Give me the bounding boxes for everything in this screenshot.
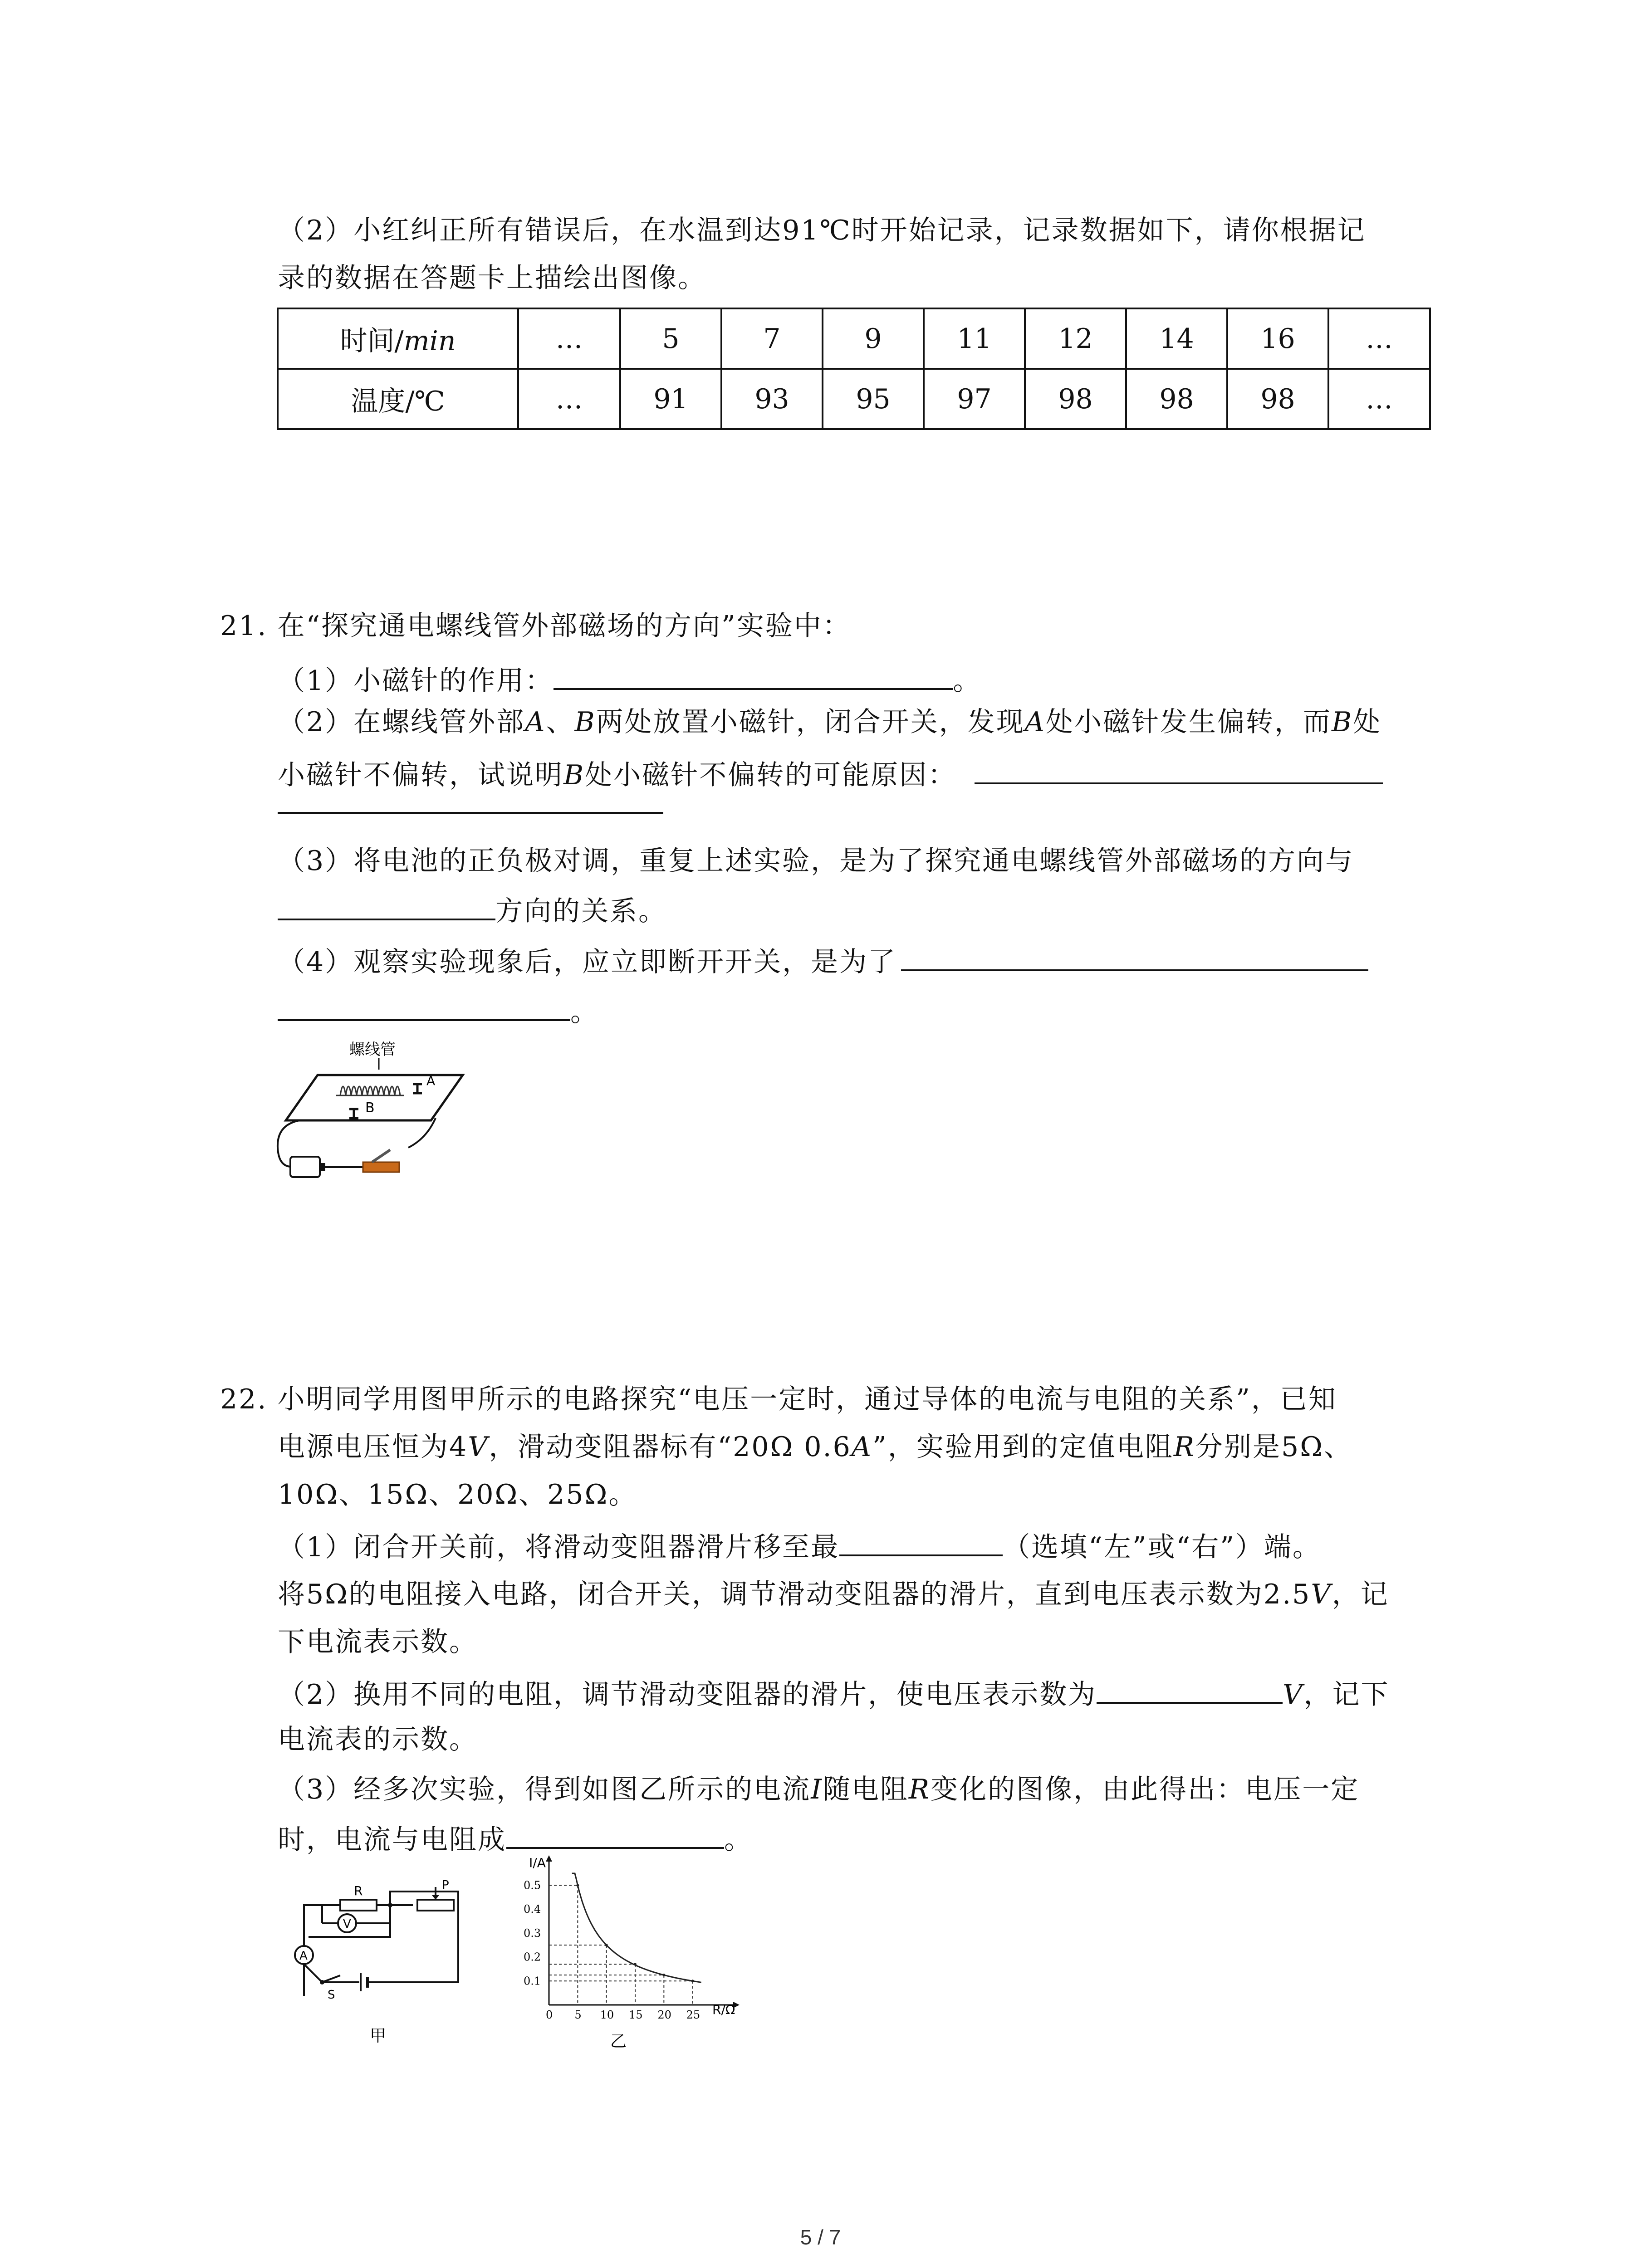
answer-blank[interactable] xyxy=(554,660,953,690)
time-header-cell: 时间/min xyxy=(278,308,518,369)
y-tick-label: 0.3 xyxy=(524,1926,541,1940)
svg-text:S: S xyxy=(328,1988,335,2002)
page-number: 5 / 7 xyxy=(800,2225,841,2249)
answer-blank[interactable] xyxy=(506,1819,724,1849)
switch-icon xyxy=(363,1150,399,1172)
table-cell: … xyxy=(518,308,620,369)
table-cell: 5 xyxy=(620,308,721,369)
answer-blank[interactable] xyxy=(278,812,663,814)
x-tick-label: 0 xyxy=(546,2009,553,2021)
table-cell: 95 xyxy=(823,369,924,429)
q22-stem-line1: 22. 小明同学用图甲所示的电路探究“电压一定时，通过导体的电流与电阻的关系”，已知 xyxy=(220,1383,1337,1415)
answer-blank[interactable] xyxy=(1097,1674,1283,1704)
q22-stem-line3: 10Ω、15Ω、20Ω、25Ω。 xyxy=(278,1479,637,1510)
svg-text:R: R xyxy=(354,1883,363,1898)
y-tick-label: 0.2 xyxy=(524,1950,541,1964)
compass-needle-a-icon xyxy=(413,1073,435,1093)
table-cell: 7 xyxy=(721,308,823,369)
q21-part4-line1: （4）观察实验现象后，应立即断开开关，是为了 xyxy=(278,941,1368,980)
data-point xyxy=(605,1944,608,1946)
svg-text:V: V xyxy=(343,1917,351,1931)
q22-part1-line2: 将5Ω的电阻接入电路，闭合开关，调节滑动变阻器的滑片，直到电压表示数为2.5V，记 xyxy=(278,1579,1389,1610)
q22-part2-line2: 电流表的示数。 xyxy=(278,1724,478,1755)
q22-part1-line3: 下电流表示数。 xyxy=(278,1626,478,1658)
q22-part2-line1: （2）换用不同的电阻，调节滑动变阻器的滑片，使电压表示数为 V，记下 xyxy=(278,1674,1390,1713)
rheostat-icon xyxy=(417,1900,454,1911)
data-point xyxy=(634,1963,637,1965)
record-table xyxy=(277,308,1431,430)
temp-header-cell: 温度/℃ xyxy=(278,369,518,429)
y-tick-label: 0.5 xyxy=(524,1879,541,1892)
circuit-diagram xyxy=(272,1860,476,2050)
answer-blank[interactable] xyxy=(839,1526,1003,1556)
x-axis-label: R/Ω xyxy=(712,2002,735,2017)
table-cell: 98 xyxy=(1126,369,1227,429)
table-cell: 97 xyxy=(924,369,1025,429)
graph-caption: 乙 xyxy=(610,2032,627,2051)
table-row-time xyxy=(278,308,1430,369)
solenoid-figure xyxy=(272,1034,472,1179)
x-tick-label: 25 xyxy=(686,2009,700,2021)
battery-icon xyxy=(290,1157,363,1177)
q21-part1: （1）小磁针的作用： 。 xyxy=(278,660,981,699)
y-tick-label: 0.1 xyxy=(524,1975,541,1988)
svg-text:P: P xyxy=(442,1878,449,1892)
data-point xyxy=(576,1884,579,1887)
series-curve xyxy=(572,1873,701,1982)
q22-part1-line1: （1）闭合开关前，将滑动变阻器滑片移至最 （选填“左”或“右”）端。 xyxy=(278,1526,1321,1565)
current-resistance-graph xyxy=(513,1851,749,2055)
table-cell: 98 xyxy=(1025,369,1126,429)
coil-icon xyxy=(336,1086,404,1095)
compass-needle-b-icon xyxy=(349,1100,375,1118)
table-cell: 16 xyxy=(1227,308,1328,369)
x-tick-label: 15 xyxy=(629,2009,643,2021)
table-cell: … xyxy=(1328,308,1430,369)
ammeter-icon xyxy=(295,1946,313,1964)
x-tick-label: 20 xyxy=(657,2009,671,2021)
table-cell: 14 xyxy=(1126,308,1227,369)
x-tick-label: 10 xyxy=(600,2009,614,2021)
q21-part3-line2: 方向的关系。 xyxy=(278,890,667,929)
q21-part2-line2: 小磁针不偏转，试说明B处小磁针不偏转的可能原因： xyxy=(278,754,1383,793)
solenoid-label: 螺线管 xyxy=(349,1041,396,1059)
switch-icon xyxy=(320,1975,340,2002)
q22-stem-line2: 电源电压恒为4V，滑动变阻器标有“20Ω 0.6A”，实验用到的定值电阻R分别是5Ω、 xyxy=(278,1431,1352,1463)
table-row-temp xyxy=(278,369,1430,429)
q20-part2-line1: （2）小红纠正所有错误后，在水温到达91℃时开始记录，记录数据如下，请你根据记 xyxy=(278,215,1366,246)
data-point xyxy=(662,1974,665,1976)
q21-part4-line2: 。 xyxy=(278,991,599,1030)
answer-blank[interactable] xyxy=(278,991,570,1021)
battery-icon xyxy=(340,1973,377,1991)
q20-part2-line2: 录的数据在答题卡上描绘出图像。 xyxy=(278,262,706,294)
q21-stem: 21. 在“探究通电螺线管外部磁场的方向”实验中： xyxy=(220,610,851,642)
q22-part3-line2: 时，电流与电阻成 。 xyxy=(278,1819,753,1858)
y-axis-arrow-icon xyxy=(546,1855,552,1862)
svg-text:B: B xyxy=(365,1100,375,1116)
table-cell: 91 xyxy=(620,369,721,429)
resistor-icon xyxy=(340,1900,377,1911)
q21-part3-line1: （3）将电池的正负极对调，重复上述实验，是为了探究通电螺线管外部磁场的方向与 xyxy=(278,845,1354,877)
table-cell: … xyxy=(1328,369,1430,429)
answer-blank[interactable] xyxy=(901,941,1368,971)
answer-blank[interactable] xyxy=(278,890,495,920)
table-cell: 93 xyxy=(721,369,823,429)
table-cell: 11 xyxy=(924,308,1025,369)
q21-part2-line1: （2）在螺线管外部A、B两处放置小磁针，闭合开关，发现A处小磁针发生偏转，而B处 xyxy=(278,706,1382,738)
svg-text:A: A xyxy=(426,1073,436,1088)
y-axis-label: I/A xyxy=(529,1855,546,1870)
data-point xyxy=(691,1980,694,1982)
table-cell: 98 xyxy=(1227,369,1328,429)
q22-part3-line1: （3）经多次实验，得到如图乙所示的电流I随电阻R变化的图像，由此得出：电压一定 xyxy=(278,1774,1360,1805)
y-tick-label: 0.4 xyxy=(524,1903,541,1916)
table-cell: 9 xyxy=(823,308,924,369)
circuit-caption: 甲 xyxy=(370,2027,387,2045)
answer-blank[interactable] xyxy=(975,754,1383,784)
table-cell: 12 xyxy=(1025,308,1126,369)
svg-text:A: A xyxy=(299,1949,308,1963)
x-tick-label: 5 xyxy=(574,2009,582,2021)
table-cell: … xyxy=(518,369,620,429)
